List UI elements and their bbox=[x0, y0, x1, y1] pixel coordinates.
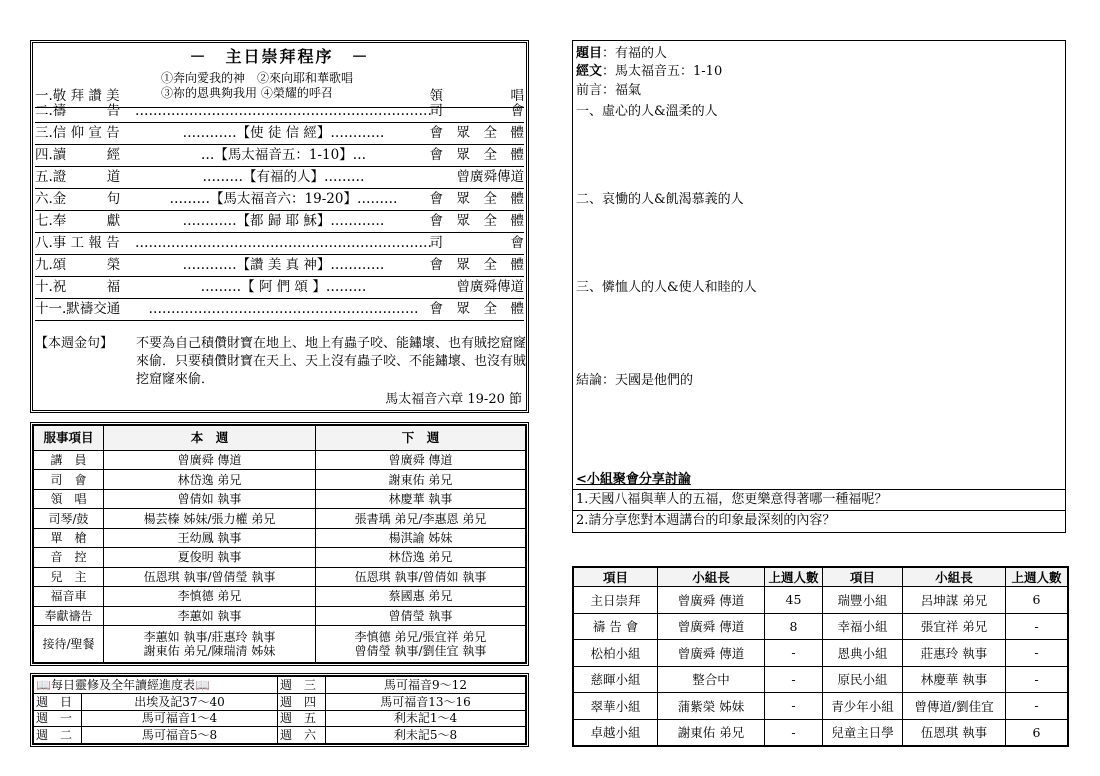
worship-item-detail: …………【讚 美 真 神】………… bbox=[182, 257, 385, 273]
table-row bbox=[34, 567, 526, 586]
group-item: 主日崇拜 bbox=[574, 587, 658, 614]
group-item: 松柏小組 bbox=[574, 640, 658, 667]
worship-order-item bbox=[35, 299, 524, 321]
service-role: 接待/聖餐 bbox=[34, 626, 104, 663]
service-role: 音 控 bbox=[34, 548, 104, 567]
worship-item-name: 六.金 句 bbox=[35, 191, 121, 207]
table-row bbox=[34, 451, 526, 470]
worship-item-name: 九.頌 榮 bbox=[35, 257, 121, 273]
header-item: 項目 bbox=[574, 568, 658, 587]
group-attendance: 6 bbox=[1006, 587, 1068, 614]
this-week-server: 楊芸榛 姊妹/張力權 弟兄 bbox=[104, 509, 316, 528]
this-week-server: 王幼鳳 執事 bbox=[104, 528, 316, 547]
sermon-notes bbox=[572, 40, 1066, 533]
group-leader: 曾傳道/劉佳宜 bbox=[903, 693, 1006, 720]
group-item: 翠華小組 bbox=[574, 693, 658, 720]
this-week-server: 夏俊明 執事 bbox=[104, 548, 316, 567]
worship-item-name: 四.讀 經 bbox=[35, 147, 121, 163]
day-label: 週 三 bbox=[278, 677, 326, 694]
service-role: 領 唱 bbox=[34, 489, 104, 508]
worship-order-item bbox=[35, 101, 524, 123]
worship-item-detail: ………【馬太福音六：19-20】……… bbox=[169, 191, 398, 207]
group-item: 恩典小組 bbox=[823, 640, 903, 667]
service-role: 講 員 bbox=[34, 451, 104, 470]
table-row bbox=[574, 693, 1068, 720]
weekly-verse-reference: 馬太福音六章 19-20 節 bbox=[385, 392, 522, 407]
small-group-table bbox=[572, 566, 1069, 747]
worship-item-detail: ………………………………………………………… bbox=[135, 235, 432, 251]
worship-order-item bbox=[35, 255, 524, 277]
sermon-conclusion: 結論：天國是他們的 bbox=[576, 373, 694, 388]
this-week-server: 李慎德 弟兄 bbox=[104, 587, 316, 606]
this-week-server: 李蕙如 執事 bbox=[104, 606, 316, 626]
worship-order-item bbox=[35, 123, 524, 145]
this-week-server: 林岱逸 弟兄 bbox=[104, 470, 316, 489]
group-attendance: - bbox=[1006, 666, 1068, 693]
worship-item-leader: 會 眾 全 體 bbox=[429, 257, 524, 273]
worship-item-name: 八.事 工 報 告 bbox=[35, 235, 120, 251]
group-leader: 蒲紫榮 姊妹 bbox=[658, 693, 765, 720]
worship-item-detail: …………………………………………………… bbox=[148, 301, 419, 317]
table-row bbox=[574, 587, 1068, 614]
sermon-point-3: 三、憐恤人的人&使人和睦的人 bbox=[576, 280, 757, 295]
worship-order-item bbox=[35, 277, 524, 299]
table-row bbox=[34, 606, 526, 626]
worship-item-leader: 會 眾 全 體 bbox=[429, 147, 524, 163]
worship-order-item bbox=[35, 145, 524, 167]
group-item: 禱 告 會 bbox=[574, 613, 658, 640]
song-line: ③祢的恩典夠我用 ④榮耀的呼召 bbox=[161, 86, 333, 100]
day-label: 週 四 bbox=[278, 693, 326, 710]
reading-passage: 利未記5～8 bbox=[326, 727, 526, 744]
sermon-point-1: 一、虛心的人&溫柔的人 bbox=[576, 104, 718, 119]
next-week-server: 楊淇諭 姊妹 bbox=[316, 528, 526, 547]
worship-item-detail: ………………………………………………………… bbox=[135, 103, 432, 119]
worship-item-name: 五.證 道 bbox=[35, 169, 121, 185]
service-roster-header bbox=[34, 426, 526, 451]
next-week-server: 蔡國惠 弟兄 bbox=[316, 587, 526, 606]
book-icon: 📖 bbox=[194, 677, 210, 692]
table-row bbox=[34, 587, 526, 606]
day-label: 週 五 bbox=[278, 710, 326, 727]
group-attendance: 8 bbox=[765, 613, 823, 640]
table-row bbox=[34, 489, 526, 508]
next-week-server: 伍恩琪 執事/曾倩如 執事 bbox=[316, 567, 526, 586]
header-item: 項目 bbox=[823, 568, 903, 587]
worship-item-detail: ………【有福的人】……… bbox=[202, 169, 365, 185]
reading-passage: 利未記1～4 bbox=[326, 710, 526, 727]
service-role: 司琴/鼓 bbox=[34, 509, 104, 528]
group-attendance: - bbox=[765, 719, 823, 746]
worship-item-leader: 司 會 bbox=[429, 235, 524, 251]
book-icon: 📖 bbox=[36, 677, 51, 692]
header-attendance: 上週人數 bbox=[1006, 568, 1068, 587]
worship-item-detail: …………【使 徒 信 經】………… bbox=[182, 125, 385, 141]
worship-order-item bbox=[35, 167, 524, 189]
next-week-server: 曾廣舜 傳道 bbox=[316, 451, 526, 470]
worship-order-title: － 主日崇拜程序 － bbox=[189, 47, 370, 66]
group-attendance: 6 bbox=[1006, 719, 1068, 746]
sermon-intro: 前言：福氣 bbox=[576, 83, 642, 98]
service-role: 司 會 bbox=[34, 470, 104, 489]
group-leader: 莊惠玲 執事 bbox=[903, 640, 1006, 667]
table-row bbox=[34, 548, 526, 567]
server-line: 曾倩瑩 執事/劉佳宜 執事 bbox=[354, 644, 487, 658]
song-line: ①奔向愛我的神 ②來向耶和華歌唱 bbox=[161, 71, 354, 85]
table-row bbox=[34, 710, 526, 727]
group-item: 慈暉小組 bbox=[574, 666, 658, 693]
group-attendance: 45 bbox=[765, 587, 823, 614]
discussion-question-2: 2.請分享您對本週講台的印象最深刻的內容？ bbox=[573, 510, 1065, 531]
group-item: 幸福小組 bbox=[823, 613, 903, 640]
reading-passage: 出埃及記37～40 bbox=[82, 693, 278, 710]
worship-order-item bbox=[35, 211, 524, 233]
service-role: 單 槍 bbox=[34, 528, 104, 547]
reading-passage: 馬可福音13～16 bbox=[326, 693, 526, 710]
worship-item-leader: 司 會 bbox=[429, 103, 524, 119]
group-leader: 張宜祥 弟兄 bbox=[903, 613, 1006, 640]
day-label: 週 二 bbox=[34, 727, 82, 744]
group-leader: 謝東佑 弟兄 bbox=[658, 719, 765, 746]
group-attendance: - bbox=[765, 693, 823, 720]
worship-item-leader: 曾廣舜傳道 bbox=[456, 279, 524, 295]
next-week-server: 張書瑀 弟兄/李惠恩 弟兄 bbox=[316, 509, 526, 528]
server-line: 李慎德 弟兄/張宜祥 弟兄 bbox=[354, 630, 487, 644]
table-row bbox=[574, 666, 1068, 693]
group-leader: 曾廣舜 傳道 bbox=[658, 613, 765, 640]
reading-passage: 馬可福音5～8 bbox=[82, 727, 278, 744]
next-week-server: 曾倩瑩 執事 bbox=[316, 606, 526, 626]
reading-passage: 馬可福音9～12 bbox=[326, 677, 526, 694]
group-leader: 整合中 bbox=[658, 666, 765, 693]
group-attendance: - bbox=[765, 666, 823, 693]
service-roster bbox=[30, 422, 529, 666]
table-row bbox=[34, 528, 526, 547]
next-week-server: 林岱逸 弟兄 bbox=[316, 548, 526, 567]
sermon-point-2: 二、哀慟的人&飢渴慕義的人 bbox=[576, 192, 744, 207]
group-attendance: - bbox=[1006, 693, 1068, 720]
table-row bbox=[34, 677, 526, 694]
group-attendance: - bbox=[1006, 613, 1068, 640]
table-row bbox=[34, 693, 526, 710]
table-row bbox=[34, 509, 526, 528]
worship-item-name: 一.敬 拜 讚 美 bbox=[35, 88, 120, 104]
daily-reading-title: 📖每日靈修及全年讀經進度表📖 bbox=[34, 677, 278, 694]
table-row bbox=[574, 719, 1068, 746]
group-item: 卓越小組 bbox=[574, 719, 658, 746]
day-label: 週 一 bbox=[34, 710, 82, 727]
worship-item-name: 三.信 仰 宣 告 bbox=[35, 125, 120, 141]
next-week-server bbox=[316, 626, 526, 663]
group-item: 原民小組 bbox=[823, 666, 903, 693]
server-line: 謝東佑 弟兄/陳瑞清 姊妹 bbox=[143, 644, 276, 658]
group-leader: 曾廣舜 傳道 bbox=[658, 587, 765, 614]
worship-item-leader: 會 眾 全 體 bbox=[429, 191, 524, 207]
worship-item-detail: ………【 阿 們 頌 】……… bbox=[200, 279, 367, 295]
table-row bbox=[34, 727, 526, 744]
worship-order-box bbox=[30, 40, 529, 413]
group-attendance: - bbox=[1006, 640, 1068, 667]
group-attendance: - bbox=[765, 640, 823, 667]
worship-item-leader: 領 唱 bbox=[429, 88, 524, 104]
sermon-scripture: 經文：馬太福音五：1-10 bbox=[576, 64, 723, 79]
worship-item-name: 十一.默禱交通 bbox=[35, 301, 121, 317]
header-next-week: 下 週 bbox=[316, 426, 526, 451]
small-group-header bbox=[574, 568, 1068, 587]
worship-order-item bbox=[35, 233, 524, 255]
header-leader: 小組長 bbox=[658, 568, 765, 587]
header-attendance: 上週人數 bbox=[765, 568, 823, 587]
worship-item-name: 十.祝 福 bbox=[35, 279, 121, 295]
reading-passage: 馬可福音1～4 bbox=[82, 710, 278, 727]
this-week-server: 曾倩如 執事 bbox=[104, 489, 316, 508]
worship-order-item bbox=[35, 189, 524, 211]
table-row bbox=[34, 626, 526, 663]
group-item: 瑞豐小組 bbox=[823, 587, 903, 614]
group-leader: 林慶華 執事 bbox=[903, 666, 1006, 693]
group-leader: 曾廣舜 傳道 bbox=[658, 640, 765, 667]
this-week-server: 伍恩琪 執事/曾倩瑩 執事 bbox=[104, 567, 316, 586]
worship-item-leader: 曾廣舜傳道 bbox=[456, 169, 524, 185]
weekly-verse-text: 不要為自己積儹財寶在地上、地上有蟲子咬、能鏽壞、也有賊挖窟窿來偷．只要積儹財寶在天上、天上沒有蟲子咬、不能鏽壞、也沒有賊挖窟窿來偷． bbox=[136, 336, 527, 387]
daily-reading-schedule bbox=[30, 673, 529, 747]
sermon-topic: 題目：有福的人 bbox=[576, 46, 668, 61]
next-week-server: 謝東佑 弟兄 bbox=[316, 470, 526, 489]
group-leader: 呂坤謀 弟兄 bbox=[903, 587, 1006, 614]
service-role: 福音車 bbox=[34, 587, 104, 606]
server-line: 李蕙如 執事/莊惠玲 執事 bbox=[143, 630, 276, 644]
worship-item-name: 二.禱 告 bbox=[35, 103, 121, 119]
group-item: 青少年小組 bbox=[823, 693, 903, 720]
discussion-question-1: 1.天國八福與華人的五福，您更樂意得著哪一種福呢？ bbox=[573, 489, 1065, 510]
table-row bbox=[574, 613, 1068, 640]
weekly-verse-label: 【本週金句】 bbox=[35, 336, 114, 351]
next-week-server: 林慶華 執事 bbox=[316, 489, 526, 508]
header-this-week: 本 週 bbox=[104, 426, 316, 451]
worship-item-name: 七.奉 獻 bbox=[35, 213, 121, 229]
worship-item-leader: 會 眾 全 體 bbox=[429, 301, 524, 317]
worship-item-leader: 會 眾 全 體 bbox=[429, 213, 524, 229]
table-row bbox=[574, 640, 1068, 667]
worship-item-detail: …………【都 歸 耶 穌】………… bbox=[182, 213, 385, 229]
header-leader: 小組長 bbox=[903, 568, 1006, 587]
group-leader: 伍恩琪 執事 bbox=[903, 719, 1006, 746]
service-role: 兒 主 bbox=[34, 567, 104, 586]
this-week-server bbox=[104, 626, 316, 663]
discussion-title: <小組聚會分享討論 bbox=[576, 472, 691, 487]
day-label: 週 六 bbox=[278, 727, 326, 744]
header-role: 服事項目 bbox=[34, 426, 104, 451]
worship-item-detail: …【馬太福音五：1-10】… bbox=[200, 147, 367, 163]
day-label: 週 日 bbox=[34, 693, 82, 710]
table-row bbox=[34, 470, 526, 489]
this-week-server: 曾廣舜 傳道 bbox=[104, 451, 316, 470]
group-item: 兒童主日學 bbox=[823, 719, 903, 746]
worship-item-leader: 會 眾 全 體 bbox=[429, 125, 524, 141]
service-role: 奉獻禱告 bbox=[34, 606, 104, 626]
